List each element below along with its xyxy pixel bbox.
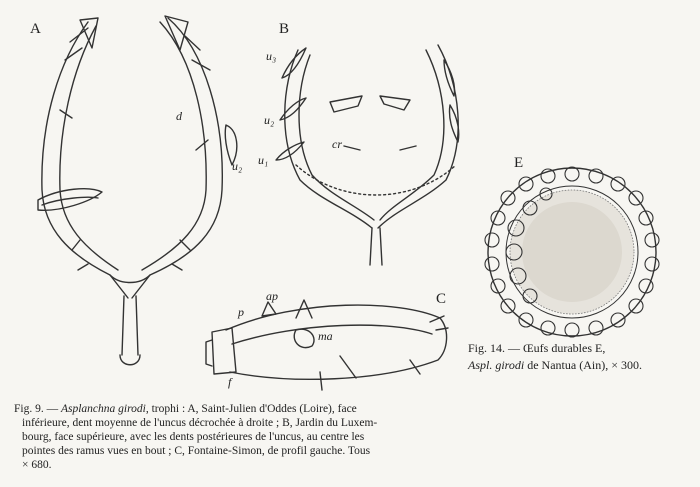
caption-fig14-species: Aspl. girodi <box>468 358 525 372</box>
caption-fig9-prefix: Fig. 9. — <box>14 403 59 415</box>
label-ap: ap <box>266 289 278 303</box>
label-u3: u₃ <box>266 49 277 63</box>
label-e: E <box>514 155 524 171</box>
caption-fig9-line5: × 680. <box>22 459 52 471</box>
label-b: B <box>279 21 290 37</box>
label-a: A <box>30 21 41 37</box>
drawing-e-egg <box>485 167 659 337</box>
label-u2-b: u₂ <box>264 113 275 127</box>
caption-fig9-line4: pointes des ramus vues en bout ; C, Fontaine-Simon, de profil gauche. Tous <box>22 445 371 457</box>
label-u1: u₁ <box>258 153 269 167</box>
caption-fig9-line2: inférieure, dent moyenne de l'uncus décrochée à droite ; B, Jardin du Luxem- <box>22 417 378 429</box>
caption-fig14-line1: Fig. 14. — Œufs durables E, <box>468 341 606 355</box>
label-f: f <box>228 375 232 389</box>
label-c: C <box>436 291 447 307</box>
caption-fig9-line1 <box>14 402 514 416</box>
caption-fig14-line2 <box>468 357 696 374</box>
caption-fig14-line2-rest: de Nantua (Ain), × 300. <box>524 358 642 372</box>
caption-fig9-species: Asplanchna girodi <box>60 403 146 415</box>
caption-fig14 <box>468 340 696 374</box>
label-d: d <box>176 109 182 123</box>
label-u2-a: u₂ <box>232 159 243 173</box>
caption-fig9-line3: bourg, face supérieure, avec les dents postérieures de l'uncus, au centre les <box>22 431 365 443</box>
label-p: p <box>238 305 244 319</box>
caption-fig9-line1-rest: , trophi : A, Saint-Julien d'Oddes (Loire), face <box>145 403 357 415</box>
drawing-a-trophi <box>38 16 237 365</box>
drawing-b-trophi <box>276 45 459 265</box>
caption-fig9 <box>14 402 514 472</box>
label-ma: ma <box>318 329 333 343</box>
label-cr: cr <box>332 137 342 151</box>
